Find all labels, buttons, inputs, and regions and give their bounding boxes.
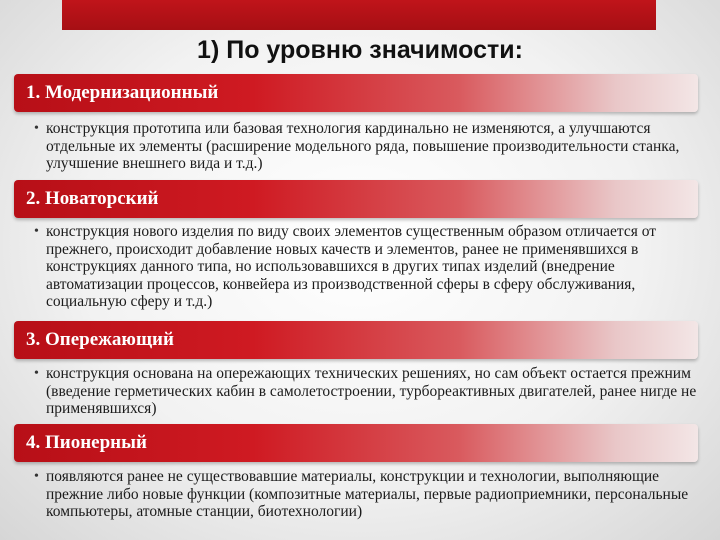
section-body xyxy=(34,120,698,173)
section-body xyxy=(34,468,698,521)
section-text: конструкция прототипа или базовая технология кардинально не изменяются, а улучшаются отдельные их элементы (расширение модельного ряда, повышение производительности станка, улучшение внешнего вида и т.д.) xyxy=(46,120,680,172)
section-modernization xyxy=(14,74,698,173)
bullet-icon: • xyxy=(34,224,39,239)
section-heading: 1. Модернизационный xyxy=(26,82,219,103)
bullet-icon: • xyxy=(34,366,39,381)
bullet-icon: • xyxy=(34,121,39,136)
section-header xyxy=(14,180,698,218)
section-header xyxy=(14,74,698,112)
section-text: конструкция нового изделия по виду своих элементов существенным образом отличается от прежнего, происходит добавление новых качеств и элементов, ранее не применявшихся в конструкциях данного типа, но использовавшихся в других типах изделий (внедрение автоматизации процессов, конвейера из производственной сферы в сферу обслуживания, социальную сферу и т.д.) xyxy=(46,223,657,310)
slide-title: 1) По уровню значимости: xyxy=(197,36,523,64)
section-header xyxy=(14,424,698,462)
top-accent-bar xyxy=(62,0,656,30)
section-text: появляются ранее не существовавшие материалы, конструкции и технологии, выполняющие прежние либо новые функции (композитные материалы, первые радиоприемники, персональные компьютеры, атомные станции, биотехнологии) xyxy=(46,468,689,520)
bullet-icon: • xyxy=(34,469,39,484)
section-body xyxy=(34,365,698,418)
section-header xyxy=(14,321,698,359)
section-pioneer xyxy=(14,424,698,521)
section-heading: 3. Опережающий xyxy=(26,329,174,350)
section-advanced xyxy=(14,321,698,418)
section-text: конструкция основана на опережающих технических решениях, но сам объект остается прежним (введение герметических кабин в самолетостроении, турбореактивных двигателей, ранее нигде не применявшихся) xyxy=(46,365,697,417)
section-innovative xyxy=(14,180,698,311)
section-heading: 4. Пионерный xyxy=(26,432,147,453)
section-heading: 2. Новаторский xyxy=(26,188,159,209)
section-body xyxy=(34,223,698,311)
